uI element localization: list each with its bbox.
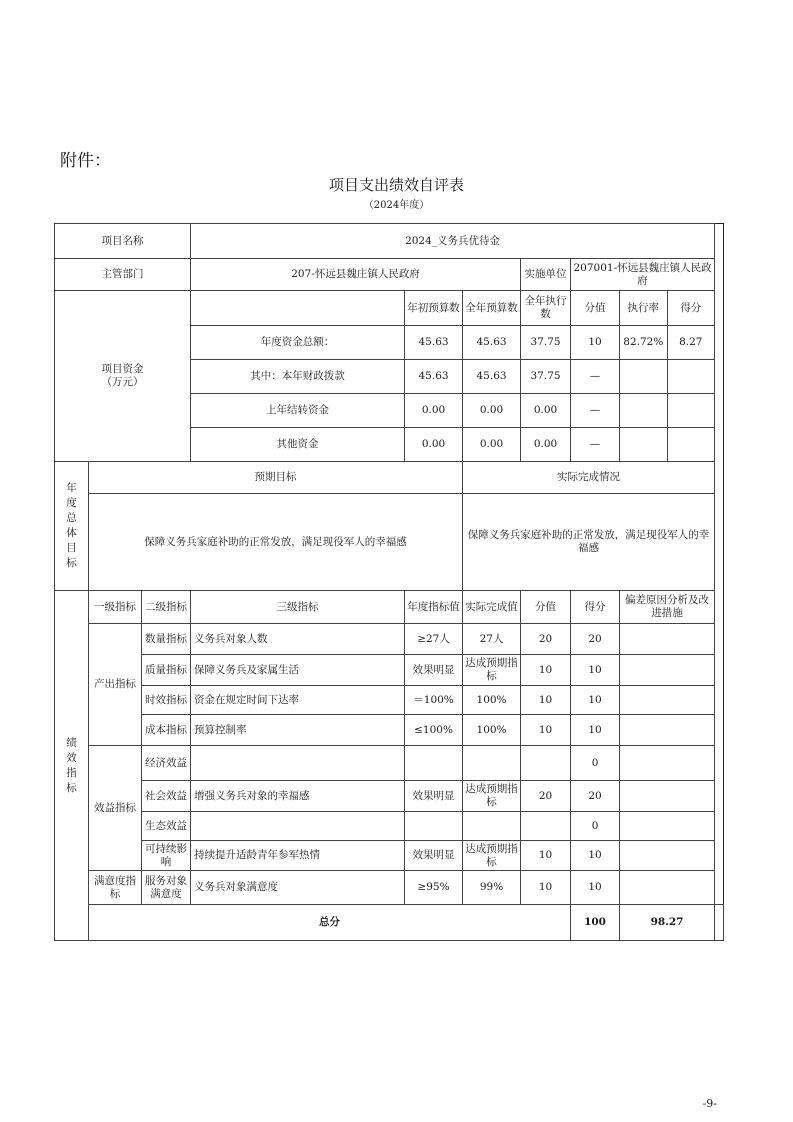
funds-rate — [620, 360, 667, 393]
ind-header-level1: 一级指标 — [89, 591, 142, 624]
ind-level2: 时效指标 — [142, 686, 191, 715]
indicator-row — [55, 746, 724, 781]
dept-label: 主管部门 — [55, 259, 191, 291]
funds-score — [667, 360, 714, 393]
impl-label: 实施单位 — [521, 259, 571, 291]
ind-score: 10 — [571, 871, 620, 905]
ind-level3: 保障义务兵及家属生活 — [191, 655, 405, 686]
indicator-row — [55, 715, 724, 746]
funds-row-label: 上年结转资金 — [191, 394, 405, 428]
dept-value: 207-怀远县魏庄镇人民政府 — [191, 259, 521, 291]
ind-note — [620, 812, 715, 841]
funds-rate — [620, 394, 667, 427]
ind-note — [620, 655, 715, 686]
ind-value: 20 — [521, 781, 571, 812]
goals-actual-header: 实际完成情况 — [463, 462, 715, 494]
ind-level2: 数量指标 — [142, 624, 191, 655]
funds-rate-split — [620, 326, 714, 359]
funds-header-initial: 年初预算数 — [405, 291, 463, 326]
ind-note — [620, 871, 715, 905]
ind-score: 20 — [571, 624, 620, 655]
funds-header-rate: 执行率 — [620, 291, 667, 325]
indicator-row — [55, 686, 724, 715]
ind-level2: 服务对象满意度 — [142, 871, 191, 905]
funds-rate-split — [620, 360, 714, 393]
ind-level2: 经济效益 — [142, 746, 191, 781]
ind-actual: 达成预期指标 — [463, 841, 521, 871]
ind-actual: 达成预期指标 — [463, 655, 521, 686]
page-number: -9- — [702, 1097, 717, 1110]
ind-target: 效果明显 — [405, 781, 463, 812]
ind-level1: 满意度指标 — [89, 871, 142, 905]
funds-executed: 0.00 — [521, 428, 571, 462]
ind-header-value: 分值 — [521, 591, 571, 624]
ind-header-level3: 三级指标 — [191, 591, 405, 624]
goals-actual-text: 保障义务兵家庭补助的正常发放，满足现役军人的幸福感 — [463, 494, 715, 591]
ind-score: 10 — [571, 841, 620, 871]
ind-level3: 增强义务兵对象的幸福感 — [191, 781, 405, 812]
funds-header-executed: 全年执行数 — [521, 291, 571, 326]
funds-rate-split — [620, 394, 714, 427]
ind-header-score: 得分 — [571, 591, 620, 624]
ind-level2: 生态效益 — [142, 812, 191, 841]
indicators-label: 绩效指标 — [55, 591, 89, 941]
funds-row-label: 其他资金 — [191, 428, 405, 462]
funds-score — [667, 394, 714, 427]
funds-header-score: 得分 — [680, 301, 702, 314]
funds-row-label: 其中：本年财政拨款 — [191, 360, 405, 394]
indicator-row — [55, 871, 724, 905]
funds-annual: 45.63 — [463, 326, 521, 360]
ind-level3: 资金在规定时间下达率 — [191, 686, 405, 715]
ind-target: 效果明显 — [405, 655, 463, 686]
funds-rate: 82.72% — [620, 326, 667, 359]
ind-level3: 预算控制率 — [191, 715, 405, 746]
ind-value: 10 — [521, 715, 571, 746]
ind-note — [620, 841, 715, 871]
ind-target — [405, 812, 463, 841]
total-note — [715, 905, 724, 941]
ind-value: 10 — [521, 655, 571, 686]
ind-target: ＝100% — [405, 686, 463, 715]
ind-level1: 产出指标 — [89, 624, 142, 746]
ind-target: ≥27人 — [405, 624, 463, 655]
ind-header-level2: 二级指标 — [142, 591, 191, 624]
ind-note — [620, 624, 715, 655]
ind-level1: 效益指标 — [89, 746, 142, 871]
ind-note — [620, 746, 715, 781]
ind-value: 20 — [521, 624, 571, 655]
ind-level3: 义务兵对象人数 — [191, 624, 405, 655]
ind-level2: 可持续影响 — [142, 841, 191, 871]
funds-label: 项目资金 （万元） — [55, 291, 191, 462]
ind-value — [521, 812, 571, 841]
funds-blank-header — [191, 291, 405, 326]
goals-label: 年度总体目标 — [55, 462, 89, 591]
ind-note — [620, 686, 715, 715]
funds-score-value: 10 — [571, 326, 620, 360]
funds-initial: 0.00 — [405, 394, 463, 428]
funds-initial: 45.63 — [405, 360, 463, 394]
ind-score: 10 — [571, 655, 620, 686]
funds-score-value: — — [571, 394, 620, 428]
funds-annual: 45.63 — [463, 360, 521, 394]
total-value: 100 — [571, 905, 620, 941]
ind-value: 10 — [521, 686, 571, 715]
ind-value — [521, 746, 571, 781]
funds-header-split — [620, 291, 714, 325]
ind-note — [620, 781, 715, 812]
ind-value: 10 — [521, 871, 571, 905]
ind-target — [405, 746, 463, 781]
ind-level3: 义务兵对象满意度 — [191, 871, 405, 905]
funds-initial: 45.63 — [405, 326, 463, 360]
indicator-row — [55, 812, 724, 841]
ind-level2: 社会效益 — [142, 781, 191, 812]
ind-header-note: 偏差原因分析及改进措施 — [620, 591, 715, 624]
ind-actual — [463, 812, 521, 841]
ind-level2: 成本指标 — [142, 715, 191, 746]
ind-target: 效果明显 — [405, 841, 463, 871]
ind-score: 10 — [571, 686, 620, 715]
ind-level3 — [191, 812, 405, 841]
ind-target: ≤100% — [405, 715, 463, 746]
funds-score-value: — — [571, 428, 620, 462]
ind-value: 10 — [521, 841, 571, 871]
funds-executed: 37.75 — [521, 326, 571, 360]
ind-actual: 100% — [463, 686, 521, 715]
funds-row-label: 年度资金总额： — [191, 326, 405, 360]
funds-rate — [620, 428, 667, 461]
ind-actual: 99% — [463, 871, 521, 905]
indicator-row — [55, 624, 724, 655]
ind-level2: 质量指标 — [142, 655, 191, 686]
total-label: 总分 — [89, 905, 571, 941]
ind-score: 0 — [571, 746, 620, 781]
ind-level3: 持续提升适龄青年参军热情 — [191, 841, 405, 871]
attachment-label: 附件： — [60, 151, 111, 171]
ind-score: 10 — [571, 715, 620, 746]
funds-score: 8.27 — [679, 336, 703, 348]
ind-header-target: 年度指标值 — [405, 591, 463, 624]
funds-annual: 0.00 — [463, 394, 521, 428]
funds-score-value: — — [571, 360, 620, 394]
indicator-row — [55, 781, 724, 812]
ind-actual: 100% — [463, 715, 521, 746]
goals-expected-header: 预期目标 — [89, 462, 463, 494]
funds-header-annual: 全年预算数 — [463, 291, 521, 326]
indicator-row — [55, 841, 724, 871]
ind-target: ≥95% — [405, 871, 463, 905]
ind-actual: 达成预期指标 — [463, 781, 521, 812]
funds-annual: 0.00 — [463, 428, 521, 462]
ind-actual — [463, 746, 521, 781]
impl-value: 207001-怀远县魏庄镇人民政府 — [571, 259, 715, 291]
funds-score — [667, 428, 714, 461]
funds-executed: 37.75 — [521, 360, 571, 394]
total-row — [55, 905, 724, 941]
ind-score: 0 — [571, 812, 620, 841]
ind-level3 — [191, 746, 405, 781]
project-name-label: 项目名称 — [55, 224, 191, 259]
total-score: 98.27 — [620, 905, 715, 941]
funds-initial: 0.00 — [405, 428, 463, 462]
self-evaluation-table — [54, 223, 724, 941]
funds-rate-split — [620, 428, 714, 461]
ind-note — [620, 715, 715, 746]
indicator-row — [55, 655, 724, 686]
ind-actual: 27人 — [463, 624, 521, 655]
project-name-value: 2024_义务兵优待金 — [191, 224, 715, 259]
year-subtitle: （2024年度） — [363, 200, 430, 211]
ind-header-actual: 实际完成值 — [463, 591, 521, 624]
page-title: 项目支出绩效自评表 — [328, 176, 464, 194]
funds-executed: 0.00 — [521, 394, 571, 428]
goals-expected-text: 保障义务兵家庭补助的正常发放，满足现役军人的幸福感 — [89, 494, 463, 591]
ind-score: 20 — [571, 781, 620, 812]
funds-header-value: 分值 — [571, 291, 620, 326]
